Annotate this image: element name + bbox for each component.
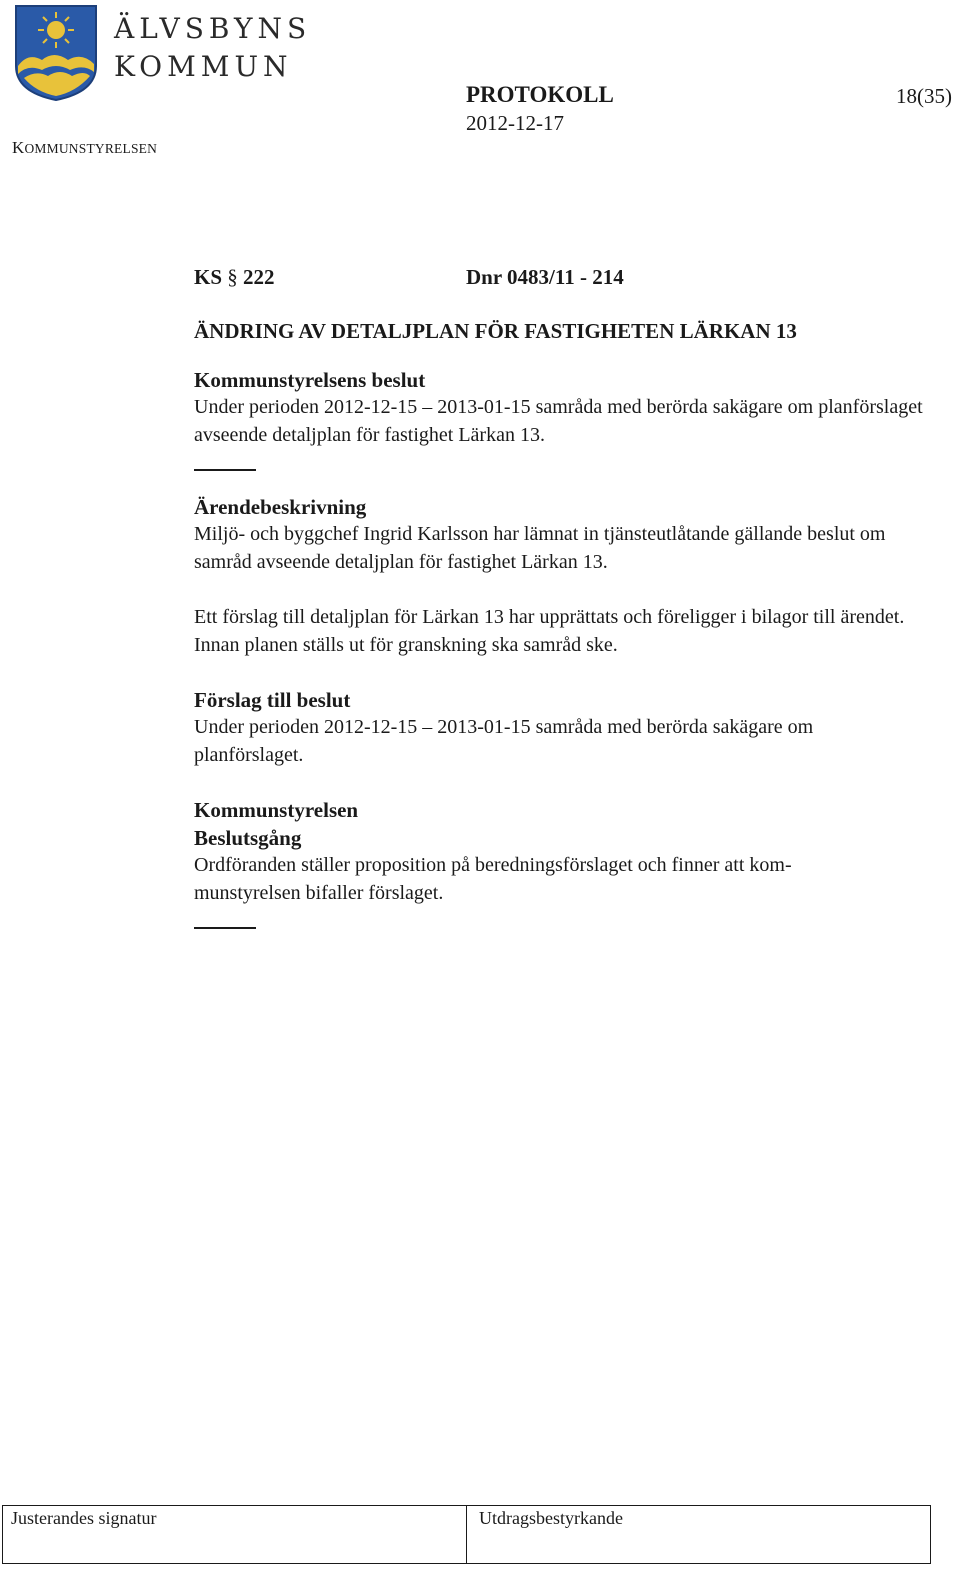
signature-cell [3, 1506, 467, 1563]
section-sign: § [227, 265, 238, 289]
decision-text: Under perioden 2012-12-15 – 2013-01-15 samråda med berörda sakägare om planförslaget avseende detaljplan för fastighet Lärkan 13. [194, 396, 923, 446]
section-reference [194, 262, 466, 292]
description-heading: Ärendebeskrivning [194, 495, 367, 519]
extract-certification-cell [467, 1506, 930, 1563]
decision-procedure-line-1: Ordföranden ställer proposition på beredningsförslaget och finner att kom- [194, 854, 792, 876]
municipality-coat-of-arms-icon [14, 4, 98, 102]
description-paragraph-1: Miljö- och byggchef Ingrid Karlsson har lämnat in tjänsteutlåtande gällande beslut om samråd avseende detaljplan för fastighet Lärkan 13. [194, 523, 886, 573]
ks-label: KS [194, 265, 223, 289]
description-paragraph-2: Ett förslag till detaljplan för Lärkan 13 har upprättats och föreligger i bilagor till ärendet. Innan planen ställs ut för granskning ska samråd ske. [194, 606, 905, 656]
board-heading: Kommunstyrelsen [194, 798, 359, 822]
document-type: PROTOKOLL [466, 82, 614, 107]
decision-procedure-line-2: munstyrelsen bifaller förslaget. [194, 881, 444, 904]
department-initial: K [12, 138, 25, 157]
department-rest: OMMUNSTYRELSEN [24, 141, 158, 156]
decision-heading: Kommunstyrelsens beslut [194, 368, 426, 392]
section-divider [194, 927, 256, 929]
department-name [12, 138, 157, 158]
municipality-name [114, 10, 311, 86]
case-number: Dnr 0483/11 - 214 [466, 265, 624, 289]
signature-footer [2, 1505, 931, 1564]
brand-line-2: KOMMUN [114, 50, 293, 83]
signature-label: Justerandes signatur [11, 1508, 157, 1528]
proposal-text: Under perioden 2012-12-15 – 2013-01-15 samråda med berörda sakägare om planförslaget. [194, 716, 814, 766]
case-title: ÄNDRING AV DETALJPLAN FÖR FASTIGHETEN LÄRKAN 13 [194, 319, 797, 343]
case-reference-row [194, 262, 924, 292]
decision-procedure-heading: Beslutsgång [194, 826, 302, 850]
extract-label: Utdragsbestyrkande [479, 1508, 623, 1528]
section-divider [194, 469, 256, 471]
document-date: 2012-12-17 [466, 111, 564, 135]
brand-line-1: ÄLVSBYNS [114, 12, 312, 45]
proposal-heading: Förslag till beslut [194, 688, 351, 712]
section-number: 222 [243, 265, 275, 289]
protocol-content [194, 262, 924, 929]
page-number: 18(35) [896, 84, 952, 108]
